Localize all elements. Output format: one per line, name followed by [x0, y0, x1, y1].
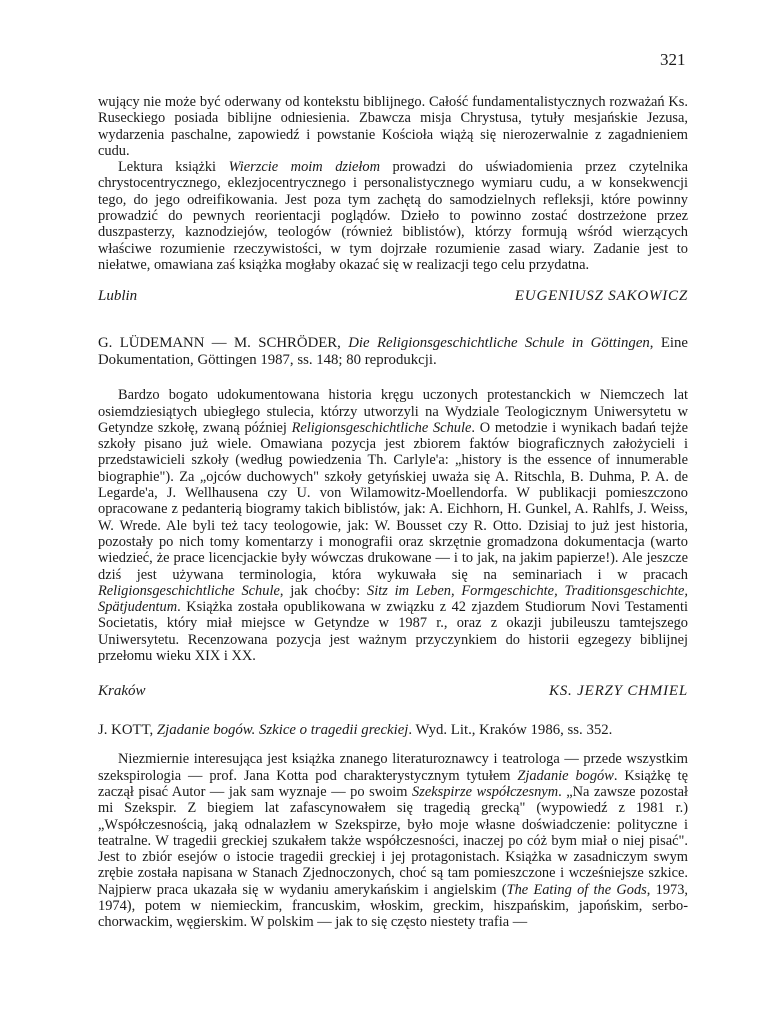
book-title: Wierzcie moim dziełom — [228, 159, 380, 176]
review2-bibliography: G. LÜDEMANN — M. SCHRÖDER, Die Religionsgeschichtliche Schule in Göttingen, Eine Dokumentation, Göttingen 1987, ss. 148; 80 reprodukcji. — [98, 335, 688, 369]
signature-author: KS. JERZY CHMIEL — [548, 683, 688, 700]
signature-author: EUGENIUSZ SAKOWICZ — [514, 288, 688, 305]
page-number: 321 — [660, 50, 686, 69]
signature-place: Kraków — [98, 683, 146, 700]
review2-paragraph: Bardzo bogato udokumentowana historia kręgu uczonych protestanckich w Niemczech lat osiemdziesiątych ubiegłego stulecia, którzy utworzyli na Wydziale Teologicznym Uniwersytetu w Getyndze szkołę, zwaną później Religionsgeschichtliche Schule. O metodzie i wynikach badań tejże szkoły pisano już wiele. Omawiana pozycja jest zbiorem faktów biograficznych założycieli i przedstawicieli szkoły (według powiedzenia Th. Carlyle'a: „history is the essence of innumerable biographie"). Za „ojców duchowych" szkoły getyńskiej uważa się A. Ritschla, B. Duhma, P. A. de Legarde'a, J. Wellhausena czy U. von Wilamowitz-Moellendorfa. W publikacji pomieszczono opracowane z pedanterią biogramy takich biblistów, jak: A. Eichhorn, H. Gunkel, A. Rahlfs, J. Weiss, W. Wrede. Ale byli też tacy teologowie, jak: W. Bousset czy R. Otto. Dzisiaj to już jest historia, pozostały po nich tomy komentarzy i monografii oraz skrzętnie gromadzona dokumentacja (warto wiedzieć, że prace licencjackie były wówczas drukowane — i to jak, na jakim papierze!). Ale jeszcze dziś jest używana terminologia, która wykuwała się na seminariach i w pracach Religionsgeschichtliche Schule, jak choćby: Sitz im Leben, Formgeschichte, Traditionsgeschichte, Spätjudentum. Książka została opublikowana w związku z 42 zjazdem Studiorum Novi Testamenti Societatis, który miał miejsce w Getyndze w 1987 r., oraz z okazji jubileuszu tamtejszego Uniwersytetu. Recenzowana pozycja jest ważnym przyczynkiem do historii egzegezy biblijnej przełomu wieku XIX i XX. — [98, 387, 688, 665]
review2-signature — [98, 682, 688, 700]
signature-place: Lublin — [98, 288, 138, 305]
review1-paragraph-continued: wujący nie może być oderwany od kontekstu biblijnego. Całość fundamentalistycznych rozważań Ks. Ruseckiego posiada biblijne odniesienia. Zbawcza misja Chrystusa, tytuły mesjańskie Jezusa, wydarzenia paschalne, zapowiedź i powstanie Kościoła wiążą się nierozerwalnie z zagadnieniem cudu. — [98, 94, 688, 159]
review1-signature — [98, 287, 688, 305]
review1-paragraph-2: Lektura książki Wierzcie moim dziełom prowadzi do uświadomienia przez czytelnika chrystocentrycznego, eklezjocentrycznego i personalistycznego wymiaru cudu, a w konsekwencji tego, do jego odreifikowania. Jest poza tym zachętą do samodzielnych refleksji, które powinny prowadzić do pewnych reorientacji poglądów. Dzieło to powinno zostać dostrzeżone przez duszpasterzy, kaznodziejów, teologów (również biblistów), którzy formują wśród wierzących właściwe rozumienie rzeczywistości, w tym dojrzałe rozumienie zasad wiary. Zadanie jest to niełatwe, omawiana zaś książka mogłaby okazać się w realizacji tego celu przydatna. — [98, 159, 688, 273]
page-body — [98, 94, 688, 931]
review3-paragraph: Niezmiernie interesująca jest książka znanego literaturoznawcy i teatrologa — przede wszystkim szekspirologia — prof. Jana Kotta pod charakterystycznym tytułem Zjadanie bogów. Książkę tę zaczął pisać Autor — jak sam wyznaje — po swoim Szekspirze współczesnym. „Na zawsze pozostał mi Szekspir. Z biegiem lat zafascynowałem się tragedią grecką" (wypowiedź z 1981 r.) „Współczesnością, jaką odnalazłem w Szekspirze, było moje własne doświadczenie: polityczne i teatralne. W tragedii greckiej szukałem także współczesności, inaczej po cóż bym miał o niej pisać". Jest to zbiór esejów o istocie tragedii greckiej i jej protagonistach. Książka w zasadniczym swym zrębie została napisana w Stanach Zjednoczonych, choć są tam pomieszczone i wcześniejsze szkice. Najpierw praca ukazała się w wydaniu amerykańskim i angielskim (The Eating of the Gods, 1973, 1974), potem w niemieckim, francuskim, włoskim, greckim, hiszpańskim, japońskim, serbo-chorwackim, węgierskim. W polskim — jak to się często niestety trafia — — [98, 751, 689, 931]
review3-bibliography: J. KOTT, Zjadanie bogów. Szkice o tragedii greckiej. Wyd. Lit., Kraków 1986, ss. 352. — [98, 722, 613, 739]
